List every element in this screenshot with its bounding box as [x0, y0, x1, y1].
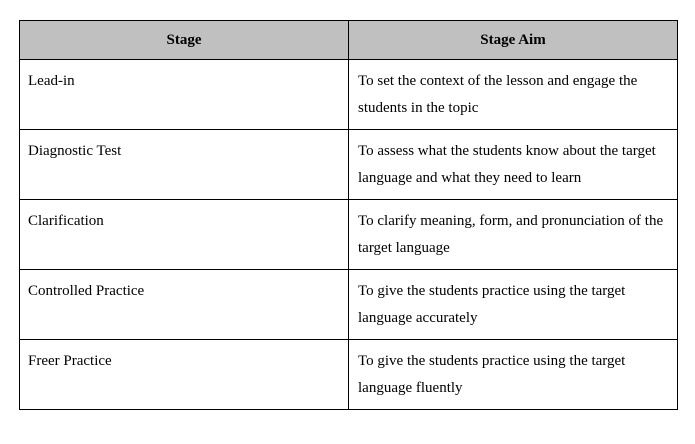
table-row — [20, 200, 678, 270]
stage-aim-cell: To set the context of the lesson and engage the students in the topic — [349, 60, 678, 130]
stage-cell: Lead-in — [20, 60, 349, 130]
stage-aim-cell: To assess what the students know about the target language and what they need to learn — [349, 130, 678, 200]
stage-aim-cell: To clarify meaning, form, and pronunciation of the target language — [349, 200, 678, 270]
table-row — [20, 340, 678, 410]
stage-aim-cell: To give the students practice using the target language fluently — [349, 340, 678, 410]
stage-aim-cell: To give the students practice using the target language accurately — [349, 270, 678, 340]
stage-cell: Clarification — [20, 200, 349, 270]
header-stage: Stage — [20, 21, 349, 60]
stage-cell: Diagnostic Test — [20, 130, 349, 200]
table-row — [20, 270, 678, 340]
header-stage-aim: Stage Aim — [349, 21, 678, 60]
table-row — [20, 60, 678, 130]
stage-cell: Freer Practice — [20, 340, 349, 410]
header-row — [20, 21, 678, 60]
table-row — [20, 130, 678, 200]
stage-cell: Controlled Practice — [20, 270, 349, 340]
stage-table — [19, 20, 678, 410]
